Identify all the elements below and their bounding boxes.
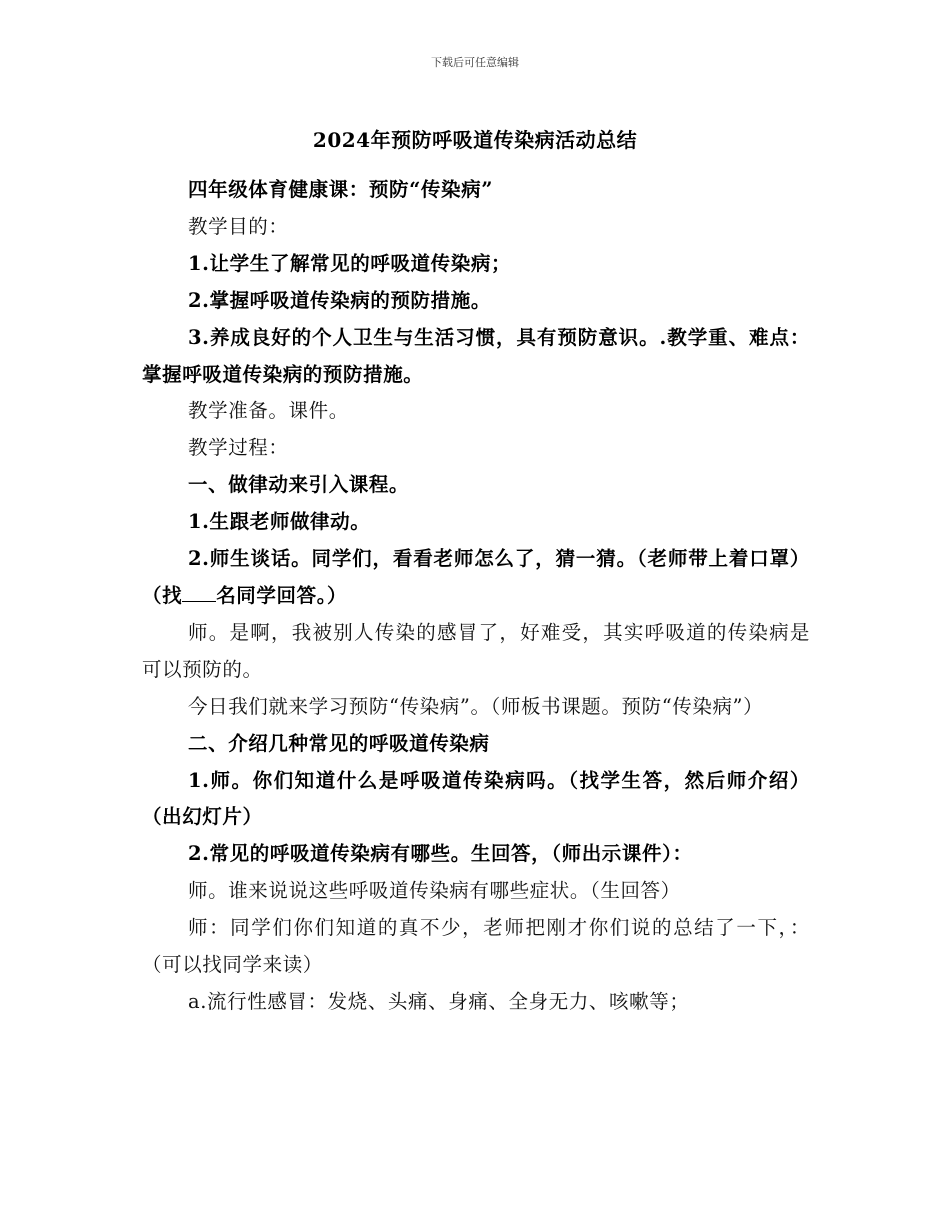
paragraph-section-2-step-1: 1.师。你们知道什么是呼吸道传染病吗。（找学生答，然后师介绍）（出幻灯片）: [142, 768, 810, 829]
paragraph-section-2-step-2: 2.常见的呼吸道传染病有哪些。生回答，（师出示课件）：: [188, 842, 693, 866]
paragraph-preparation: 教学准备。课件。: [188, 399, 349, 423]
paragraph-process-heading: 教学过程：: [188, 436, 289, 460]
document-title: 2024年预防呼吸道传染病活动总结: [312, 128, 638, 152]
paragraph-objective-3: 3.养成良好的个人卫生与生活习惯，具有预防意识。.教学重、难点：掌握呼吸道传染病的预防措施。: [142, 325, 810, 386]
header-note: 下载后可任意编辑: [431, 56, 519, 69]
paragraph-teacher-remark: 师。是啊，我被别人传染的感冒了，好难受，其实呼吸道的传染病是可以预防的。: [142, 620, 810, 681]
paragraph-objective-2: 2.掌握呼吸道传染病的预防措施。: [188, 288, 491, 312]
step-2-text-end: 名同学回答。）: [216, 583, 348, 607]
paragraph-symptoms-question: 师。谁来说说这些呼吸道传染病有哪些症状。（生回答）: [188, 879, 681, 903]
paragraph-section-1-heading: 一、做律动来引入课程。: [188, 473, 410, 497]
paragraph-section-2-heading: 二、介绍几种常见的呼吸道传染病: [188, 731, 490, 755]
step-2-text-start: 2.师生谈话。同学们，看看老师怎么了，猜一猜。（老师带上着口罩）（找: [142, 547, 810, 607]
document-body: [142, 172, 810, 1021]
paragraph-step-2: [142, 541, 810, 615]
paragraph-objectives-heading: 教学目的：: [188, 214, 289, 238]
paragraph-flu-symptoms: a.流行性感冒：发烧、头痛、身痛、全身无力、咳嗽等；: [188, 989, 690, 1013]
paragraph-lesson-title: 四年级体育健康课：预防“传染病”: [188, 178, 494, 201]
paragraph-step-1: 1.生跟老师做律动。: [188, 510, 371, 534]
paragraph-objective-1: 1.让学生了解常见的呼吸道传染病；: [188, 251, 512, 275]
paragraph-topic-intro: 今日我们就来学习预防“传染病”。（师板书课题。预防“传染病”）: [188, 694, 764, 718]
fill-in-blank: [182, 583, 216, 602]
paragraph-teacher-summary: 师：同学们你们知道的真不少，老师把刚才你们说的总结了一下，：（可以找同学来读）: [142, 916, 810, 977]
